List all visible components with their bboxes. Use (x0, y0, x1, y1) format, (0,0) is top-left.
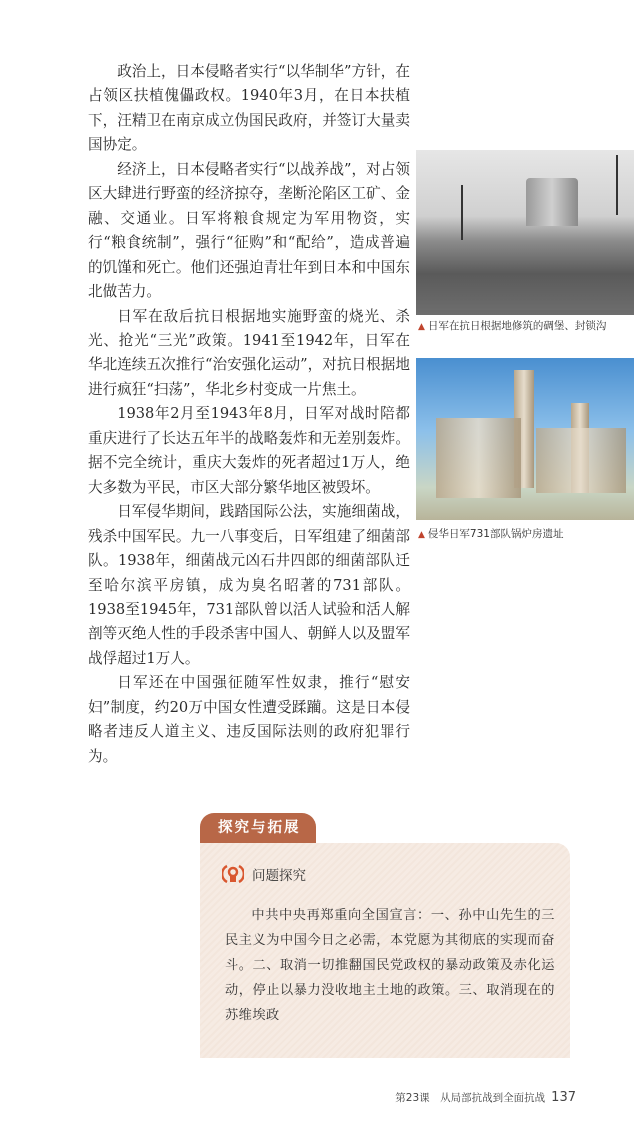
question-inquiry-icon (222, 863, 244, 885)
caption-photo1: ▲ 日军在抗日根据地修筑的碉堡、封锁沟 (418, 320, 607, 332)
paragraph-politics: 政治上，日本侵略者实行“以华制华”方针，在占领区扶植傀儡政权。1940年3月，在日本扶植下，汪精卫在南京成立伪国民政府，并签订大量卖国协定。 (88, 63, 410, 154)
page-number: 137 (551, 1090, 576, 1106)
paragraph-chongqing-bombing: 1938年2月至1943年8月，日军对战时陪都重庆进行了长达五年半的战略轰炸和无差别轰炸。据不完全统计，重庆大轰炸的死者超过1万人，绝大多数为平民，市区大部分繁华地区被毁坏。 (88, 405, 410, 496)
section-header: 问题探究 (222, 863, 555, 885)
paragraph-economy: 经济上，日本侵略者实行“以战养战”，对占领区大肆进行野蛮的经济掠夺，垄断沦陷区工矿、金融、交通业。日军将粮食规定为军用物资，实行“粮食统制”，强行“征购”和“配给”，造成普遍的饥馑和死亡。他们还强迫青壮年到日本和中国东北做苦力。 (88, 160, 410, 301)
paragraph-comfort-women: 日军还在中国强征随军性奴隶，推行“慰安妇”制度，约20万中国女性遭受蹂躏。这是日本侵略者违反人道主义、违反国际法则的政府犯罪行为。 (88, 674, 410, 765)
explore-tab: 探究与拓展 (200, 813, 316, 843)
main-text (88, 0, 410, 769)
paragraph-three-alls: 日军在敌后抗日根据地实施野蛮的烧光、杀光、抢光“三光”政策。1941至1942年，日军在华北连续五次推行“治安强化运动”，对抗日根据地进行疯狂“扫荡”，华北乡村变成一片焦土。 (88, 307, 410, 398)
caption-photo2: ▲ 侵华日军731部队锅炉房遗址 (418, 528, 564, 540)
photo-unit731-ruins (416, 358, 634, 520)
photo-blockhouse (416, 150, 634, 315)
paragraph-unit-731: 日军侵华期间，践踏国际公法，实施细菌战，残杀中国军民。九一八事变后，日军组建了细菌部队。1938年，细菌战元凶石井四郎的细菌部队迁至哈尔滨平房镇，成为臭名昭著的731部队。1938至1945年，731部队曾以活人试验和活人解剖等灭绝人性的手段杀害中国人、朝鲜人以及盟军战俘超过1万人。 (88, 503, 410, 667)
page-footer (0, 1090, 634, 1125)
lesson-title: 第23课 从局部抗战到全面抗战 (395, 1092, 546, 1105)
explore-section (200, 813, 570, 1058)
explore-text: 中共中央再郑重向全国宣言：一、孙中山先生的三民主义为中国今日之必需，本党愿为其彻底的实现而奋斗。二、取消一切推翻国民党政权的暴动政策及赤化运动，停止以暴力没收地主土地的政策。三、取消现在的苏维埃政 (225, 908, 555, 1024)
explore-box (200, 843, 570, 1058)
